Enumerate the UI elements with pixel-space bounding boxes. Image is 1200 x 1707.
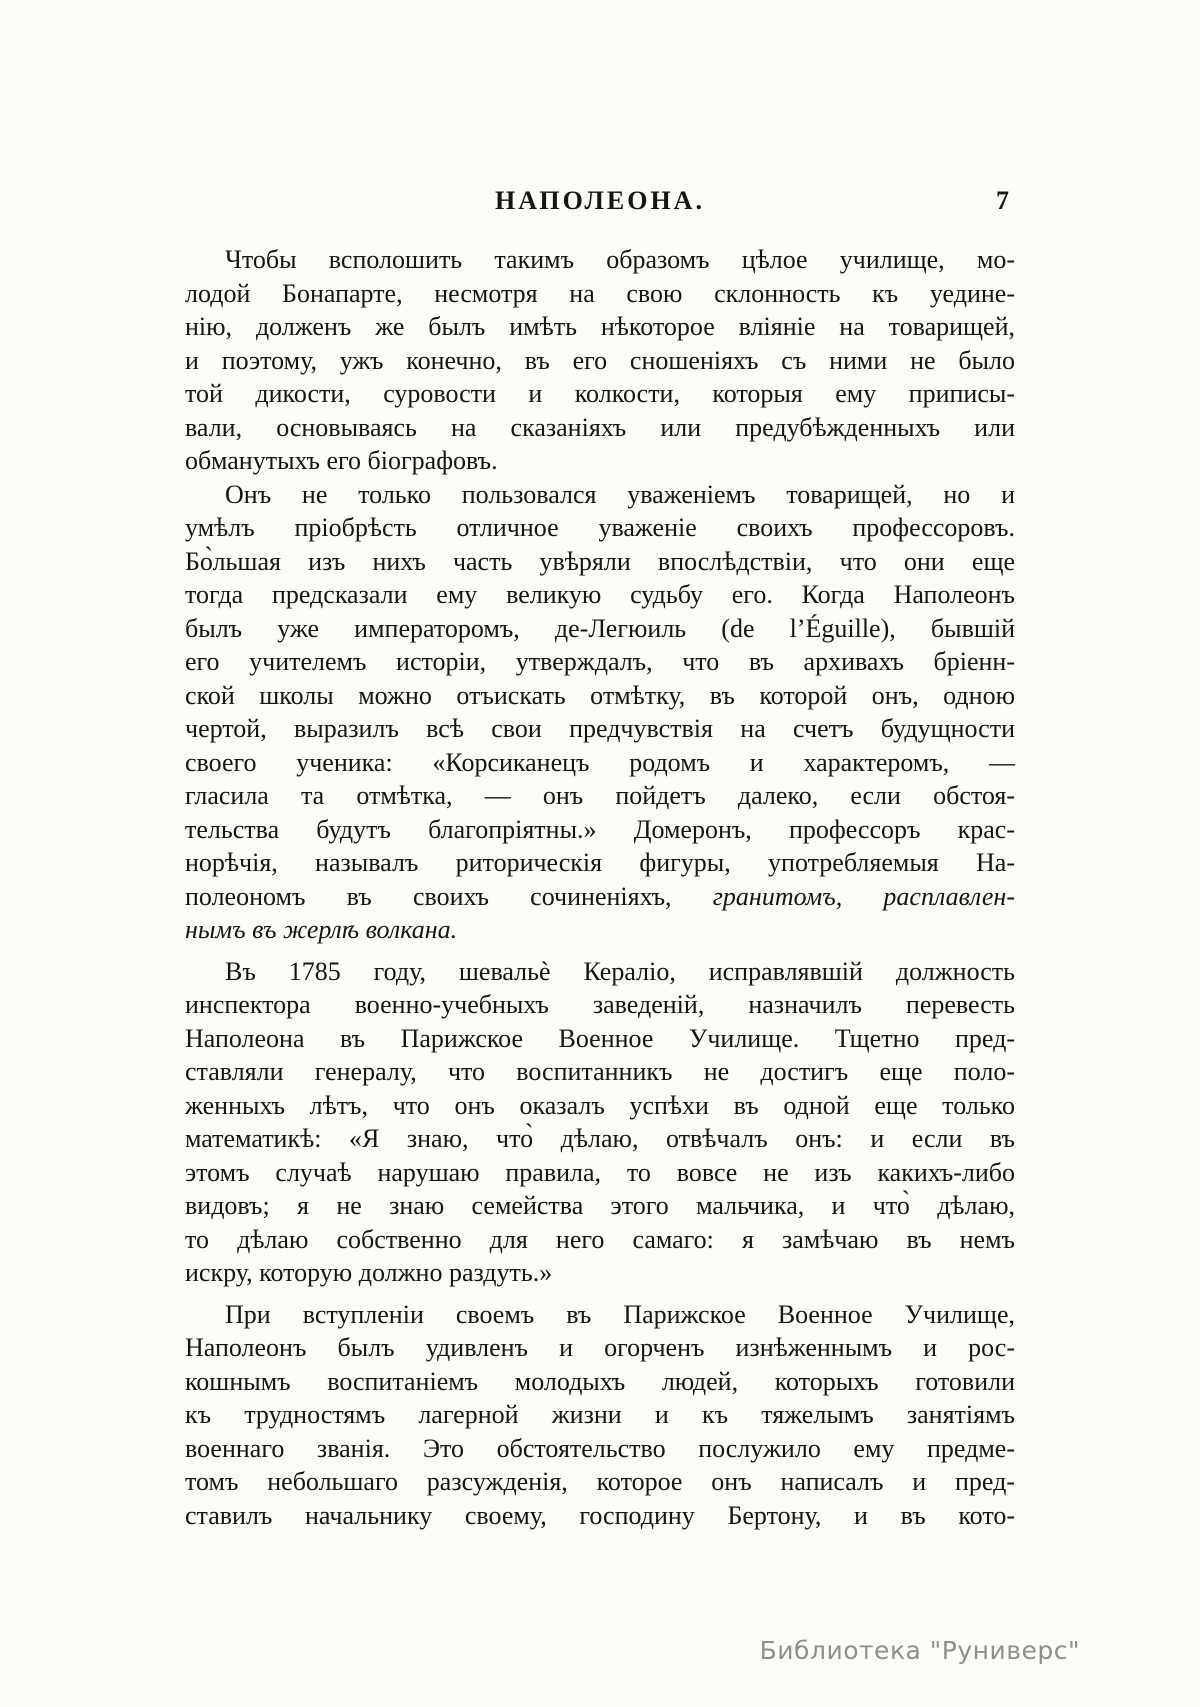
text-line: томъ небольшаго разсужденія, которое онъ написалъ и пред-: [185, 1467, 1015, 1496]
text-line: тельства будутъ благопріятны.» Домеронъ, профессоръ крас-: [185, 814, 1015, 844]
text-line: былъ уже императоромъ, де-Легюиль (de l’Éguille), бывшій: [185, 613, 1015, 643]
text-line: Наполеона въ Парижское Военное Училище. Тщетно пред-: [185, 1023, 1015, 1053]
text-line: ставляли генералу, что воспитанникъ не достигъ еще поло-: [185, 1057, 1015, 1086]
text-line: кошнымъ воспитаніемъ молодыхъ людей, которыхъ готовили: [185, 1366, 1015, 1396]
text-line: его учителемъ исторіи, утверждалъ, что въ архивахъ бріенн-: [185, 647, 1015, 676]
text-block: [185, 243, 1015, 1532]
text-line: ставилъ начальнику своему, господину Бертону, и въ кото-: [185, 1500, 1015, 1530]
text-line: своего ученика: «Корсиканецъ родомъ и характеромъ, —: [185, 747, 1015, 777]
text-line: вали, основываясь на сказаніяхъ или предубѣжденныхъ или: [185, 412, 1015, 442]
text-line: инспектора военно-учебныхъ заведеній, назначилъ перевесть: [185, 990, 1015, 1019]
text-line: нымъ въ жерлѣ волкана.: [185, 915, 458, 944]
text-line: и поэтому, ужъ конечно, въ его сношеніяхъ съ ними не было: [185, 345, 1015, 375]
text-line: Наполеонъ былъ удивленъ и огорченъ изнѣженнымъ и рос-: [185, 1333, 1015, 1362]
text-line: военнаго званія. Это обстоятельство послужило ему предме-: [185, 1433, 1015, 1463]
text-line: нію, долженъ же былъ имѣть нѣкоторое вліяніе на товарищей,: [185, 312, 1015, 341]
text-line: этомъ случаѣ нарушаю правила, то вовсе не изъ какихъ-либо: [185, 1157, 1015, 1187]
paragraph: [185, 478, 1015, 947]
running-head: НАПОЛЕОНА.: [495, 186, 705, 215]
text-line: искру, которую должно раздуть.»: [185, 1258, 553, 1287]
text-line: ской школы можно отъискать отмѣтку, въ которой онъ, одною: [185, 680, 1015, 710]
text-line: умѣлъ пріобрѣсть отличное уваженіе своихъ профессоровъ.: [185, 513, 1015, 542]
text-line: той дикости, суровости и колкости, которыя ему приписы-: [185, 379, 1015, 408]
text-line: Бо̀льшая изъ нихъ часть увѣряли впослѣдствіи, что они еще: [185, 546, 1015, 576]
text-line: Въ 1785 году, шевальѐ Кераліо, исправлявшій должность: [225, 956, 1015, 986]
paragraph: [185, 955, 1015, 1290]
page-number: 7: [996, 186, 1009, 215]
paragraph: [185, 1298, 1015, 1533]
text-line: обманутыхъ его біографовъ.: [185, 446, 498, 475]
text-line: полеономъ въ своихъ сочиненіяхъ, гранитомъ, расплавлен-: [185, 881, 1015, 911]
text-line: женныхъ лѣтъ, что онъ оказалъ успѣхи въ одной еще только: [185, 1090, 1015, 1120]
text-line: Онъ не только пользовался уваженіемъ товарищей, но и: [225, 479, 1015, 509]
text-line: къ трудностямъ лагерной жизни и къ тяжелымъ занятіямъ: [185, 1400, 1015, 1429]
text-line: Чтобы всполошить такимъ образомъ цѣлое училище, мо-: [225, 245, 1015, 274]
watermark: Библиотека "Руниверс": [759, 1636, 1080, 1665]
paragraph: [185, 243, 1015, 478]
text-line: норѣчія, называлъ риторическія фигуры, употребляемыя На-: [185, 848, 1015, 877]
text-line: гласила та отмѣтка, — онъ пойдетъ далеко, если обстоя-: [185, 781, 1015, 810]
text-line: лодой Бонапарте, несмотря на свою склонность къ уедине-: [185, 278, 1015, 308]
text-line: чертой, выразилъ всѣ свои предчувствія на счетъ будущности: [185, 714, 1015, 743]
text-line: При вступленіи своемъ въ Парижское Военное Училище,: [225, 1299, 1015, 1329]
page-header: [185, 186, 1015, 222]
text-line: тогда предсказали ему великую судьбу его. Когда Наполеонъ: [185, 580, 1015, 609]
text-line: видовъ; я не знаю семейства этого мальчика, и что̀ дѣлаю,: [185, 1191, 1015, 1220]
text-line: то дѣлаю собственно для него самаго: я замѣчаю въ немъ: [185, 1224, 1015, 1254]
text-line: математикѣ: «Я знаю, что̀ дѣлаю, отвѣчалъ онъ: и если въ: [185, 1124, 1015, 1153]
